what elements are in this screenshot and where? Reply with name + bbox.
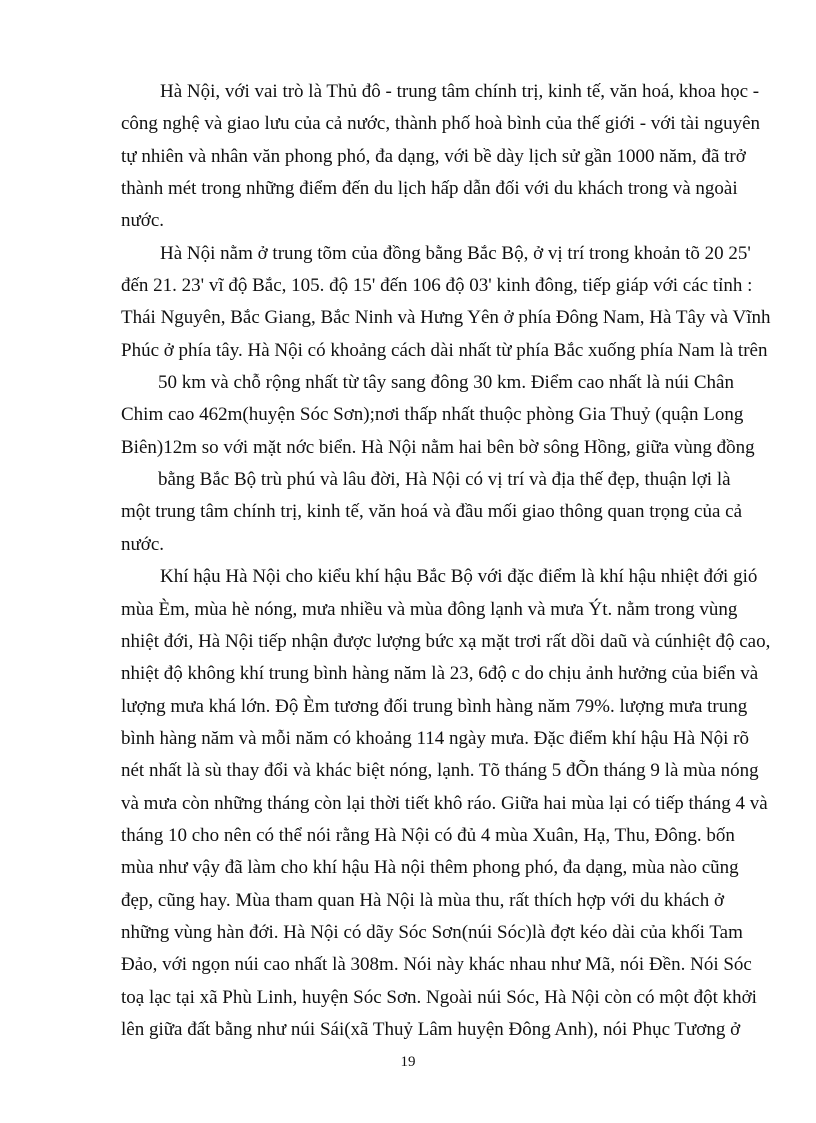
- text-line: nét nhất là sù thay đổi và khác biệt nóng, lạnh. Tõ tháng 5 đÕn tháng 9 là mùa nóng: [121, 760, 759, 781]
- text-line: bình hàng năm và mỗi năm có khoảng 114 ngày mưa. Đặc điểm khí hậu Hà Nội rõ: [121, 728, 750, 749]
- text-line: mùa Èm, mùa hè nóng, mưa nhiều và mùa đông lạnh và mưa Ýt. nằm trong vùng: [121, 599, 738, 620]
- text-line: Chim cao 462m(huyện Sóc Sơn);nơi thấp nhất thuộc phòng Gia Thuỷ (quận Long: [121, 404, 744, 425]
- text-line: mùa như vậy đã làm cho khí hậu Hà nội thêm phong phó, đa dạng, mùa nào cũng: [121, 857, 739, 878]
- text-line: Biên)12m so với mặt nớc biển. Hà Nội nằm hai bên bờ sông Hồng, giữa vùng đồng: [121, 437, 755, 458]
- text-line: Khí hậu Hà Nội cho kiểu khí hậu Bắc Bộ với đặc điểm là khí hậu nhiệt đới gió: [160, 566, 758, 587]
- text-line: nhiệt đới, Hà Nội tiếp nhận được lượng bức xạ mặt trơi rất dồi daũ và cúnhiệt độ cao,: [121, 631, 771, 652]
- page-number: 19: [400, 1054, 416, 1070]
- text-line: tháng 10 cho nên có thể nói rằng Hà Nội có đủ 4 mùa Xuân, Hạ, Thu, Đông. bốn: [121, 825, 735, 846]
- text-line: toạ lạc tại xã Phù Linh, huyện Sóc Sơn. Ngoài núi Sóc, Hà Nội còn có một đột khởi: [121, 987, 757, 1008]
- text-line: lên giữa đất bằng như núi Sái(xã Thuỷ Lâm huyện Đông Anh), nói Phục Tương ở: [121, 1019, 741, 1040]
- text-line: Phúc ở phía tây. Hà Nội có khoảng cách dài nhất từ phía Bắc xuống phía Nam là trên: [121, 340, 768, 361]
- text-line: những vùng hàn đới. Hà Nội có dãy Sóc Sơn(núi Sóc)là đợt kéo dài của khối Tam: [121, 922, 743, 943]
- text-line: công nghệ và giao lưu của cả nước, thành phố hoà bình của thế giới - với tài nguyên: [121, 113, 761, 134]
- text-line: Đảo, với ngọn núi cao nhất là 308m. Nói này khác nhau như Mã, nói Đền. Nói Sóc: [121, 954, 752, 975]
- text-line: thành mét trong những điểm đến du lịch hấp dẫn đối với du khách trong và ngoài: [121, 178, 738, 199]
- text-line: Hà Nội, với vai trò là Thủ đô - trung tâm chính trị, kinh tế, văn hoá, khoa học -: [160, 81, 760, 102]
- text-line: 50 km và chỗ rộng nhất từ tây sang đông 30 km. Điểm cao nhất là núi Chân: [158, 372, 734, 393]
- text-line: nước.: [121, 210, 165, 231]
- text-line: bằng Bắc Bộ trù phú và lâu đời, Hà Nội có vị trí và địa thế đẹp, thuận lợi là: [158, 469, 731, 490]
- text-line: nhiệt độ không khí trung bình hàng năm là 23, 6độ c do chịu ảnh hưởng của biển và: [121, 663, 759, 684]
- text-line: Hà Nội nằm ở trung tõm của đồng bằng Bắc Bộ, ở vị trí trong khoản tõ 20 25': [160, 243, 751, 264]
- text-line: tự nhiên và nhân văn phong phó, đa dạng, với bề dày lịch sử gần 1000 năm, đã trở: [121, 146, 746, 167]
- text-line: một trung tâm chính trị, kinh tế, văn hoá và đầu mối giao thông quan trọng của cả: [121, 501, 743, 522]
- text-line: đến 21. 23' vĩ độ Bắc, 105. độ 15' đến 106 độ 03' kinh đông, tiếp giáp với các tỉnh :: [121, 275, 753, 296]
- text-line: và mưa còn những tháng còn lại thời tiết khô ráo. Giữa hai mùa lại có tiếp tháng 4 và: [121, 793, 768, 814]
- text-line: Thái Nguyên, Bắc Giang, Bắc Ninh và Hưng Yên ở phía Đông Nam, Hà Tây và Vĩnh: [121, 307, 771, 328]
- text-line: lượng mưa khá lớn. Độ Èm tương đối trung bình hàng năm 79%. lượng mưa trung: [121, 696, 748, 717]
- text-line: đẹp, cũng hay. Mùa tham quan Hà Nội là mùa thu, rất thích hợp với du khách ở: [121, 890, 724, 911]
- text-line: nước.: [121, 534, 165, 555]
